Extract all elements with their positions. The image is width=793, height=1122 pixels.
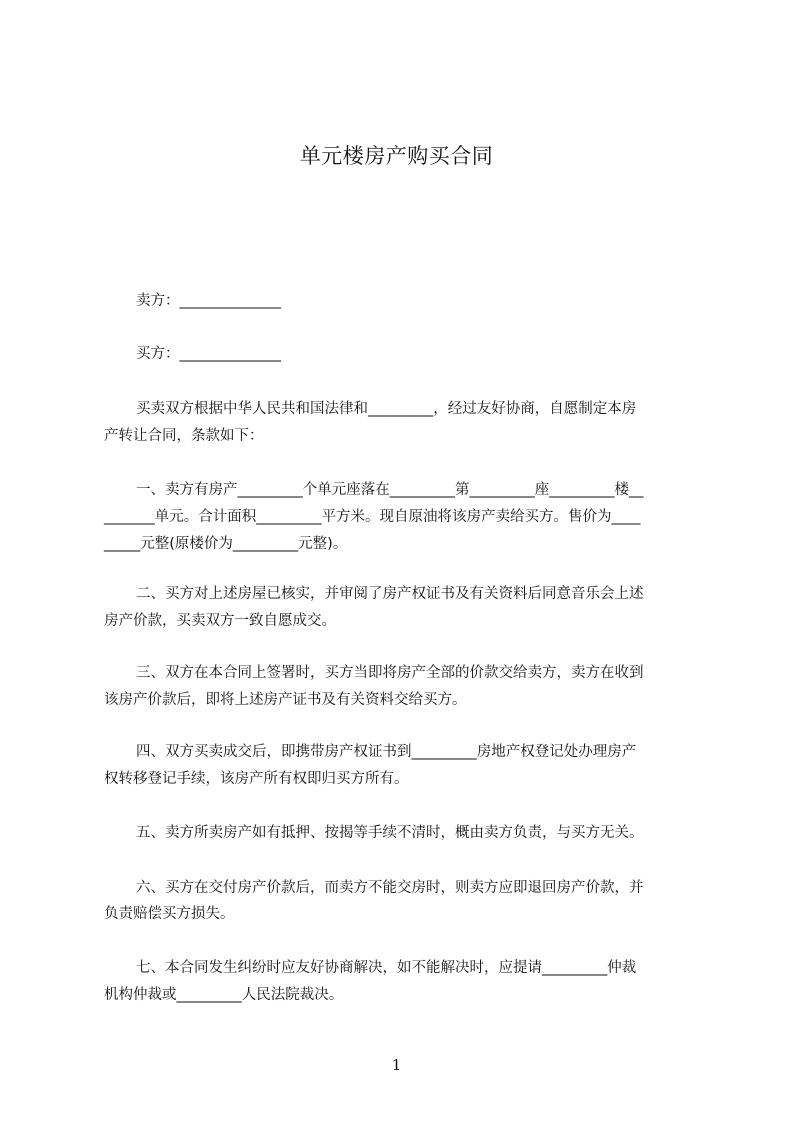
clause-2-line-1: 二、买方对上述房屋已核实，并审阅了房产权证书及有关资料后同意音乐会上述 [136,586,644,602]
clause-7-line-2: 机构仲裁或_________人民法院裁决。 [104,987,344,1003]
clause-7-line-1: 七、本合同发生纠纷时应友好协商解决，如不能解决时，应提请_________仲裁 [136,960,637,976]
buyer-line: 买方：______________ [136,346,281,362]
clause-2-line-2: 房产价款，买卖双方一致自愿成交。 [104,613,336,629]
seller-line: 卖方：______________ [136,293,281,309]
clause-6-line-2: 负责赔偿买方损失。 [104,906,235,922]
clause-4-line-1: 四、双方买卖成交后，即携带房产权证书到_________房地产权登记处办理房产 [136,744,637,760]
clause-6-line-1: 六、买方在交付房产价款后，而卖方不能交房时，则卖方应即退回房产价款，并 [136,880,644,896]
clause-3-line-1: 三、双方在本合同上签署时，买方当即将房产全部的价款交给卖方，卖方在收到 [136,665,644,681]
page-number: 1 [391,1056,402,1074]
intro-paragraph-line-2: 产转让合同，条款如下： [104,428,264,444]
clause-3-line-2: 该房产价款后，即将上述房产证书及有关资料交给买方。 [104,692,467,708]
clause-5-line-1: 五、卖方所卖房产如有抵押、按揭等手续不清时，概由卖方负责，与买方无关。 [136,825,644,841]
intro-paragraph-line-1: 买卖双方根据中华人民共和国法律和_________，经过友好协商，自愿制定本房 [136,401,637,417]
document-title: 单元楼房产购买合同 [299,144,494,168]
clause-1-line-2: _______单元。合计面积_________平方米。现自原油将该房产卖给买方。售价为____ [104,509,641,525]
clause-1-line-3: _____元整(原楼价为_________元整)。 [104,536,348,552]
clause-1-line-1: 一、卖方有房产_________个单元座落在_________第_________座_________楼__ [136,482,644,498]
clause-4-line-2: 权转移登记手续，该房产所有权即归买方所有。 [104,771,409,787]
